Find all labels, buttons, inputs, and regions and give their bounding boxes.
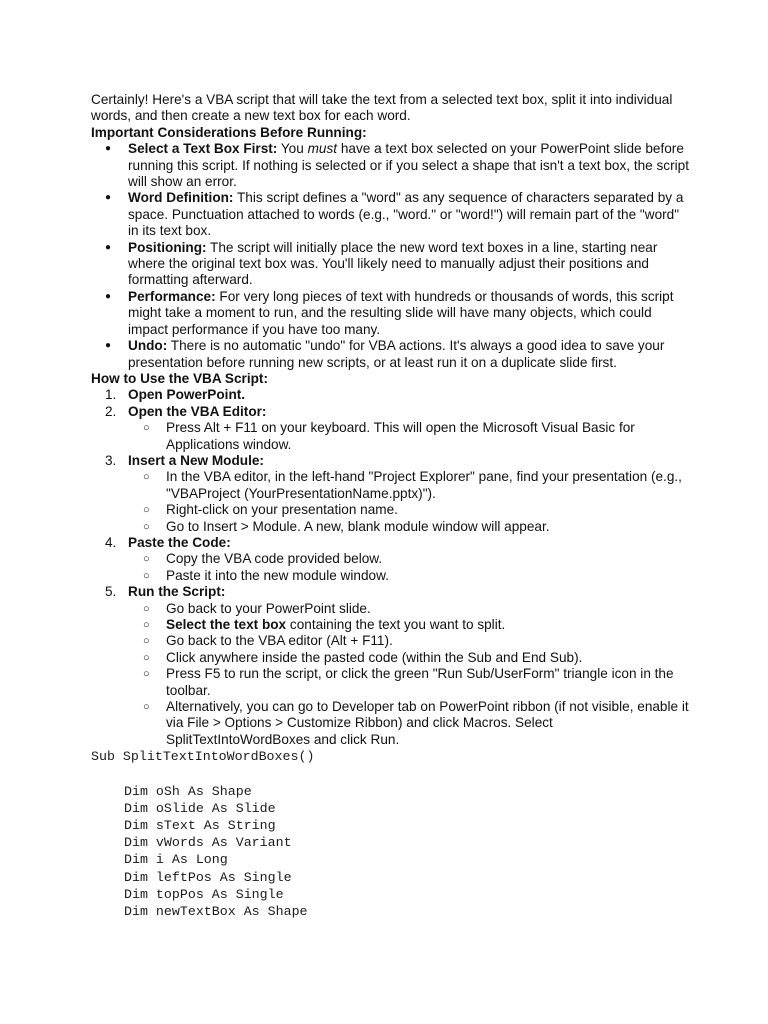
list-item: ● Word Definition: This script defines a "word" as any sequence of characters separated by a space. Punctuation attached to words (e.g., "word." or "word!") will remain part of the "word" in its text box. [91,190,691,239]
sub-item: ○ Press F5 to run the script, or click the green "Run Sub/UserForm" triangle icon in the toolbar. [128,666,691,699]
sub-item: ○ Paste it into the new module window. [128,568,691,584]
list-item: ● Undo: There is no automatic "undo" for VBA actions. It's always a good idea to save your presentation before running new scripts, or at least run it on a duplicate slide first. [91,338,691,371]
step-item: 1. Open PowerPoint. [105,387,246,403]
sub-item: ○ Go to Insert > Module. A new, blank module window will appear. [128,519,691,535]
howto-steps [91,387,691,748]
code-line: Dim oSh As Shape [124,783,252,799]
sub-item: ○ Alternatively, you can go to Developer tab on PowerPoint ribbon (if not visible, enable it via File > Options > Customize Ribbon) and click Macros. Select SplitTextIntoWordBoxes and click Run. [128,699,691,748]
sub-item: ○ Press Alt + F11 on your keyboard. This will open the Microsoft Visual Basic for Applications window. [128,420,691,453]
sub-item: ○ Right-click on your presentation name. [128,502,691,518]
sub-item: ○ Go back to the VBA editor (Alt + F11). [128,633,691,649]
step-item: 5. Run the Script: ○ Go back to your PowerPoint slide. ○ Select the text box containing the text you want to split. ○ Go back to the VBA editor (Alt + F11). ○ Click anywhere inside the pasted code (within the Sub and End Sub). ○ Press F5 to run the script, or click the green "Run Sub/UserForm" triangle icon in the toolbar. ○ Alternatively, you can go to Developer tab on PowerPoint ribbon (if not visible, enable it via File > Options > Customize Ribbon) and click Macros. Select SplitTextIntoWordBoxes and click Run. [91,584,691,748]
considerations-list [91,141,691,371]
sub-item: ○ In the VBA editor, in the left-hand "Project Explorer" pane, find your presentation (e.g., "VBAProject (YourPresentationName.pptx)"). [128,469,691,502]
sub-item: ○ Go back to your PowerPoint slide. [128,601,691,617]
code-blank-line [91,765,691,782]
howto-heading: How to Use the VBA Script: [91,370,268,386]
code-line: Dim topPos As Single [124,886,284,902]
document-content [91,92,691,920]
code-line: Dim leftPos As Single [124,869,292,885]
list-item: ● Positioning: The script will initially place the new word text boxes in a line, starting near where the original text box was. You'll likely need to manually adjust their positions and formatting afterward. [91,240,691,289]
sub-item: ○ Select the text box containing the text you want to split. [128,617,691,633]
sub-item: ○ Copy the VBA code provided below. [128,551,691,567]
considerations-heading: Important Considerations Before Running: [91,124,367,140]
code-line: Dim newTextBox As Shape [124,904,308,920]
code-line: Dim i As Long [124,852,228,868]
code-line: Dim oSlide As Slide [124,800,276,816]
intro-paragraph: Certainly! Here's a VBA script that will take the text from a selected text box, split it into individual words, and then create a new text box for each word. [91,92,673,124]
step-item: 2. Open the VBA Editor: ○ Press Alt + F11 on your keyboard. This will open the Microsoft Visual Basic for Applications window. [91,404,691,453]
list-item: ● Performance: For very long pieces of text with hundreds or thousands of words, this script might take a moment to run, and the resulting slide will have many objects, which could impact performance if you have too many. [91,289,691,338]
code-line: Dim sText As String [124,818,276,834]
code-line: Sub SplitTextIntoWordBoxes() [91,749,315,765]
sub-item: ○ Click anywhere inside the pasted code (within the Sub and End Sub). [128,650,691,666]
step-item: 3. Insert a New Module: ○ In the VBA editor, in the left-hand "Project Explorer" pane, find your presentation (e.g., "VBAProject (YourPresentationName.pptx)"). ○ Right-click on your presentation name. ○ Go to Insert > Module. A new, blank module window will appear. [91,453,691,535]
step-item: 4. Paste the Code: ○ Copy the VBA code provided below. ○ Paste it into the new module window. [91,535,691,584]
list-item: ● Select a Text Box First: You must have a text box selected on your PowerPoint slide before running this script. If nothing is selected or if you select a shape that isn't a text box, the script will show an error. [91,141,691,190]
code-block [91,748,691,920]
code-line: Dim vWords As Variant [124,835,292,851]
